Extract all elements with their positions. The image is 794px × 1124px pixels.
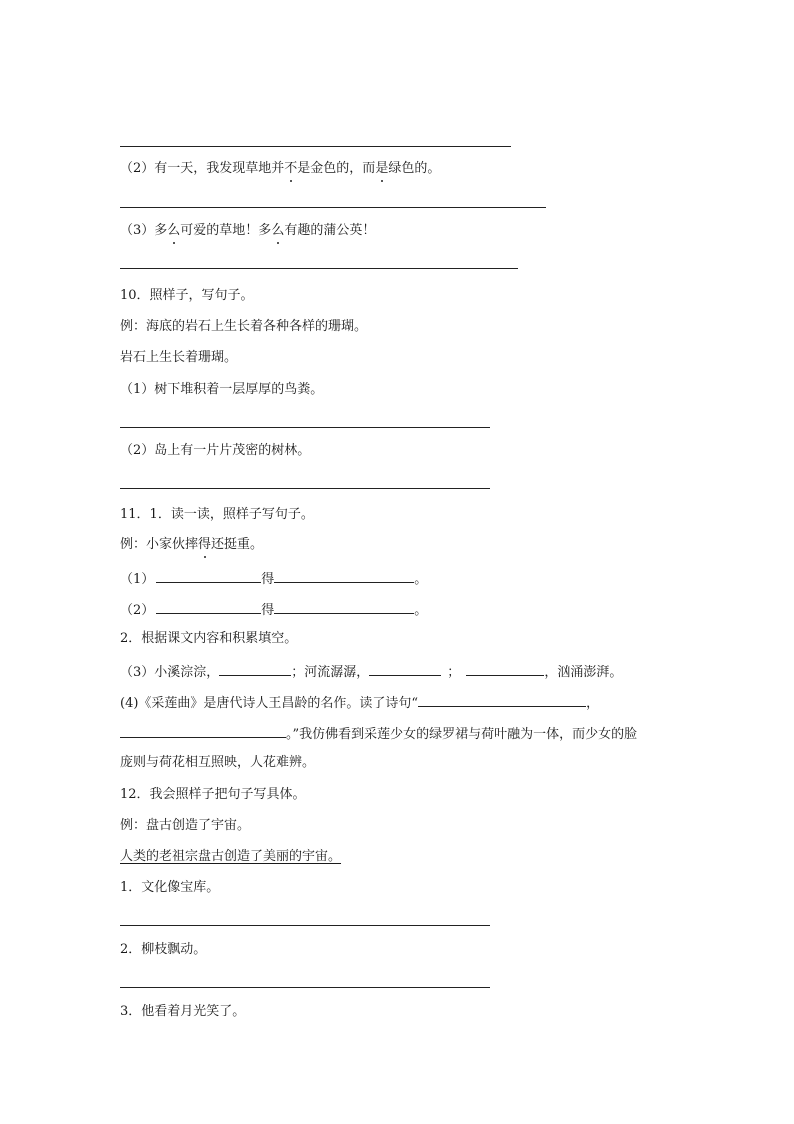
q11-item3 bbox=[120, 661, 622, 682]
emphasis-dot-char: 不 bbox=[284, 161, 298, 176]
q11-row2 bbox=[120, 599, 427, 620]
q11-row1 bbox=[120, 568, 427, 589]
q11-example bbox=[120, 536, 263, 554]
blank-field[interactable] bbox=[156, 599, 261, 614]
blank-field[interactable] bbox=[156, 568, 261, 583]
q9-item2-text-a: （2）有一天，我发现草地并 bbox=[120, 161, 285, 176]
period: 。 bbox=[414, 603, 428, 618]
q10-item2: （2）岛上有一片片茂密的树林。 bbox=[120, 443, 311, 458]
answer-line[interactable] bbox=[120, 207, 546, 208]
answer-line[interactable] bbox=[120, 488, 490, 489]
blank-field[interactable] bbox=[274, 599, 414, 614]
q11-item3-text-c: ； bbox=[447, 665, 461, 680]
q11-item3-text-a: （3）小溪淙淙， bbox=[120, 665, 220, 680]
q9-item3-text-b: 可爱的草地！多 bbox=[180, 223, 272, 238]
q10-example: 例：海底的岩石上生长着各种各样的珊瑚。 bbox=[120, 319, 368, 334]
q10-example-short: 岩石上生长着珊瑚。 bbox=[120, 350, 238, 365]
answer-line[interactable] bbox=[120, 268, 518, 269]
q12-title: 12．我会照样子把句子写具体。 bbox=[120, 787, 306, 802]
q9-item2 bbox=[120, 160, 440, 178]
blank-field[interactable] bbox=[466, 661, 544, 676]
q10-item1: （1）树下堆积着一层厚厚的鸟粪。 bbox=[120, 382, 324, 397]
q12-item1: 1．文化像宝库。 bbox=[120, 880, 220, 895]
answer-line[interactable] bbox=[120, 987, 490, 988]
q11-item4-text-c: 。”我仿佛看到采莲少女的绿罗裙与荷叶融为一体，而少女的脸 bbox=[286, 727, 638, 742]
q11-item3-text-d: ，汹涌澎湃。 bbox=[544, 665, 623, 680]
q9-item2-text-c: 绿色的。 bbox=[388, 161, 441, 176]
period: 。 bbox=[414, 572, 428, 587]
blank-field[interactable] bbox=[219, 661, 291, 676]
blank-field[interactable] bbox=[418, 692, 586, 707]
q11-item4-text-a: (4)《采莲曲》是唐代诗人王昌龄的名作。读了诗句“ bbox=[120, 696, 419, 711]
de-char: 得 bbox=[261, 603, 275, 618]
answer-line[interactable] bbox=[120, 427, 490, 428]
row-label: （1） bbox=[120, 572, 155, 587]
q12-example: 例：盘古创造了宇宙。 bbox=[120, 818, 251, 833]
q11-part2-title: 2．根据课文内容和积累填空。 bbox=[120, 631, 298, 646]
q9-item3-text-a: （3）多 bbox=[120, 223, 168, 238]
blank-field[interactable] bbox=[120, 723, 286, 738]
q12-item2: 2．柳枝飘动。 bbox=[120, 942, 207, 957]
q11-item4-text-b: ， bbox=[586, 696, 600, 711]
row-label: （2） bbox=[120, 603, 155, 618]
blank-field[interactable] bbox=[274, 568, 414, 583]
q12-item3: 3．他看着月光笑了。 bbox=[120, 1004, 246, 1019]
answer-line[interactable] bbox=[120, 146, 511, 147]
q11-title: 11．1．读一读，照样子写句子。 bbox=[120, 507, 314, 522]
q11-item4-line2 bbox=[120, 723, 637, 744]
emphasis-dot-char: 么 bbox=[271, 223, 285, 238]
q12-example-answer: 人类的老祖宗盘古创造了美丽的宇宙。 bbox=[120, 849, 342, 864]
de-char: 得 bbox=[261, 572, 275, 587]
q9-item2-text-b: 是金色的，而 bbox=[297, 161, 376, 176]
answer-line[interactable] bbox=[120, 925, 490, 926]
q11-item4-line3: 庞则与荷花相互照映，人花难辨。 bbox=[120, 755, 316, 770]
blank-field[interactable] bbox=[369, 661, 441, 676]
emphasis-dot-char: 么 bbox=[167, 223, 181, 238]
q10-title: 10．照样子，写句子。 bbox=[120, 288, 254, 303]
q11-example-text-a: 例：小家伙摔 bbox=[120, 537, 199, 552]
emphasis-dot-char: 是 bbox=[375, 161, 389, 176]
q9-item3 bbox=[120, 222, 375, 240]
q9-item3-text-c: 有趣的蒲公英！ bbox=[284, 223, 376, 238]
q11-example-text-b: 还挺重。 bbox=[211, 537, 264, 552]
q11-item4-line1 bbox=[120, 692, 599, 713]
q11-item3-text-b: ；河流潺潺， bbox=[291, 665, 370, 680]
emphasis-dot-char: 得 bbox=[198, 537, 212, 552]
